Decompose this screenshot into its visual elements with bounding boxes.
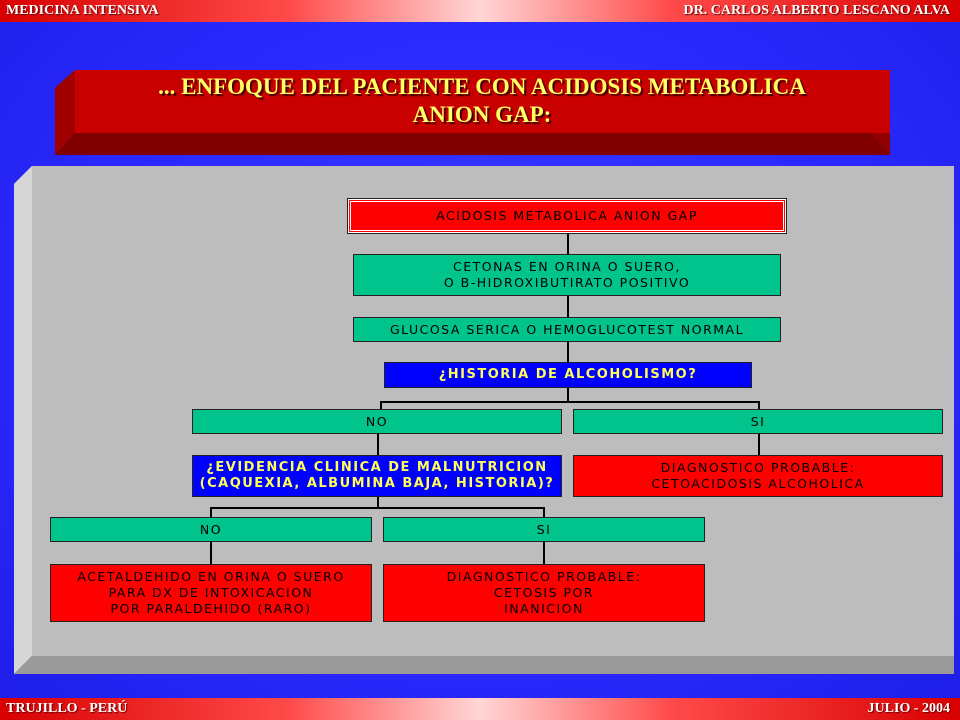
- node-alcohol-question: [384, 362, 752, 388]
- footer-bar: [0, 698, 960, 720]
- title-box: [55, 70, 890, 155]
- node-root-acidosis: [348, 199, 786, 233]
- node-starvation-line-3: INANICION: [504, 601, 584, 616]
- node-glucose: [353, 317, 781, 342]
- node-root-label: ACIDOSIS METABOLICA ANION GAP: [436, 208, 698, 223]
- connector-ketones-glucose: [567, 296, 569, 317]
- connector-no1-malnutrition: [377, 434, 379, 455]
- connector-alcohol-branch: [380, 401, 760, 403]
- node-acetaldehyde-line-2: PARA DX DE INTOXICACION: [108, 585, 314, 600]
- node-no-1-label: NO: [365, 413, 389, 429]
- node-si-1: [573, 409, 943, 434]
- node-acetaldehyde-line-3: POR PARALDEHIDO (RARO): [110, 601, 312, 616]
- footer-right-text: JULIO - 2004: [867, 701, 950, 716]
- connector-root-ketones: [567, 233, 569, 254]
- header-right-text: DR. CARLOS ALBERTO LESCANO ALVA: [683, 3, 950, 18]
- header-left-text: MEDICINA INTENSIVA: [6, 3, 159, 18]
- node-no-2: [50, 517, 372, 542]
- node-alcoholic-dx: [573, 455, 943, 497]
- connector-si1-alcoholic: [758, 434, 760, 455]
- footer-left-text: TRUJILLO - PERÚ: [6, 701, 128, 716]
- node-no-1: [192, 409, 562, 434]
- connector-to-no2: [210, 507, 212, 517]
- node-ketones-line-1: CETONAS EN ORINA O SUERO,: [452, 259, 681, 274]
- connector-to-no1: [380, 401, 382, 409]
- node-starvation-line-1: DIAGNOSTICO PROBABLE:: [446, 569, 642, 584]
- node-ketones: [353, 254, 781, 296]
- node-glucose-label: GLUCOSA SERICA O HEMOGLUCOTEST NORMAL: [389, 321, 745, 337]
- node-no-2-label: NO: [199, 521, 223, 537]
- node-alcohol-question-label: ¿HISTORIA DE ALCOHOLISMO?: [438, 367, 698, 382]
- header-bar: [0, 0, 960, 22]
- title-line-1: ... ENFOQUE DEL PACIENTE CON ACIDOSIS METABOLICA: [158, 74, 806, 99]
- connector-to-si2: [543, 507, 545, 517]
- node-ketones-line-2: O B-HIDROXIBUTIRATO POSITIVO: [443, 275, 691, 290]
- connector-si2-starvation: [543, 542, 545, 564]
- connector-glucose-alcohol: [567, 342, 569, 362]
- connector-to-si1: [758, 401, 760, 409]
- node-si-1-label: SI: [750, 413, 766, 429]
- connector-alcohol-down: [567, 388, 569, 402]
- connector-no2-acetaldehyde: [210, 542, 212, 564]
- node-starvation-line-2: CETOSIS POR: [493, 585, 595, 600]
- node-si-2-label: SI: [536, 521, 552, 537]
- node-alcoholic-dx-line-2: CETOACIDOSIS ALCOHOLICA: [651, 476, 865, 491]
- node-alcoholic-dx-line-1: DIAGNOSTICO PROBABLE:: [660, 460, 856, 475]
- node-starvation-dx: [383, 564, 705, 622]
- node-acetaldehyde: [50, 564, 372, 622]
- node-si-2: [383, 517, 705, 542]
- connector-malnutrition-branch: [210, 507, 545, 509]
- node-malnutrition-line-1: ¿EVIDENCIA CLINICA DE MALNUTRICION: [206, 460, 548, 475]
- node-malnutrition-question: [192, 455, 562, 497]
- node-malnutrition-line-2: (CAQUEXIA, ALBUMINA BAJA, HISTORIA)?: [199, 476, 555, 491]
- page-title: [77, 73, 887, 129]
- title-line-2: ANION GAP:: [412, 102, 552, 127]
- node-acetaldehyde-line-1: ACETALDEHIDO EN ORINA O SUERO: [77, 569, 345, 584]
